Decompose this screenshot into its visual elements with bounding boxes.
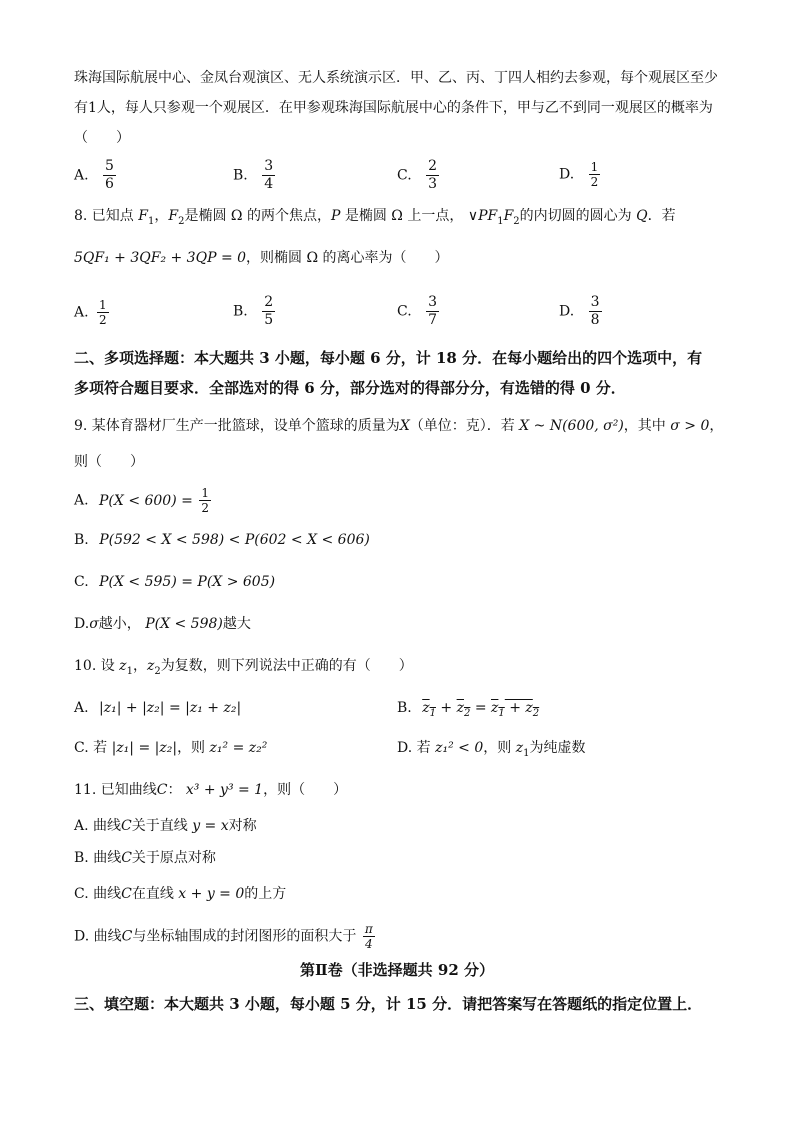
q7-option-c: C. $\frac{2}{3}$	[397, 158, 438, 192]
q11-stem: 11. 已知曲线C： x³ + y³ = 1，则（ ）	[74, 782, 348, 798]
q8-option-d: D. $\frac{3}{8}$	[559, 294, 600, 328]
q7-stem-line3: （ ）	[74, 130, 130, 146]
q10-option-a: A. |z₁| + |z₂| = |z₁ + z₂|	[74, 700, 242, 716]
q11-option-b: B. 曲线C关于原点对称	[74, 850, 216, 866]
q7-option-b: B. $\frac{3}{4}$	[233, 158, 274, 192]
q10-stem: 10. 设 $z_1$，$z_2$为复数，则下列说法中正确的有（ ）	[74, 658, 413, 677]
q9-option-a: A. P(X < 600) = $\frac{1}{2}$	[74, 486, 209, 515]
q8-vector-equation: 5QF₁ + 3QF₂ + 3QP = 0	[74, 250, 247, 266]
part-2-heading: 第Ⅱ卷（非选择题共 92 分）	[300, 961, 494, 979]
q11-option-a: A. 曲线C关于直线 y = x对称	[74, 818, 257, 834]
q8-stem-line2: 5QF₁ + 3QF₂ + 3QP = 0，则椭圆 Ω 的离心率为（ ）	[74, 250, 449, 266]
q8-option-a: A. $\frac{1}{2}$	[74, 298, 107, 327]
q9-option-b: B. P(592 < X < 598) < P(602 < X < 606)	[74, 532, 370, 548]
q7-stem-line2: 有1人，每人只参观一个观展区．在甲参观珠海国际航展中心的条件下，甲与乙不到同一观展区的概率为	[74, 100, 713, 116]
q7-stem-line1: 珠海国际航展中心、金凤台观演区、无人系统演示区．甲、乙、丙、丁四人相约去参观，每个观展区至少	[74, 70, 718, 86]
q10-option-c: C. 若 |z₁| = |z₂|，则 z₁² = z₂²	[74, 740, 268, 756]
q10-option-b: B. $z_1 + z_2 = z_1 + z_2$	[397, 700, 540, 719]
q9-stem-line1: 9. 某体育器材厂生产一批篮球，设单个篮球的质量为X（单位：克）．若 X ~ N(600, σ²)，其中 σ > 0，	[74, 418, 724, 434]
q8-stem-line1: 8. 已知点 $F_1$，$F_2$是椭圆 Ω 的两个焦点，P 是椭圆 Ω 上一点， $\vee PF_1F_2$的内切圆的圆心为 Q．若	[74, 208, 676, 227]
section-3-heading: 三、填空题：本大题共 3 小题，每小题 5 分，计 15 分．请把答案写在答题纸的指定位置上．	[74, 995, 703, 1013]
q9-stem-line2: 则（ ）	[74, 454, 144, 470]
q7-option-d: D. $\frac{1}{2}$	[559, 160, 599, 189]
q11-option-c: C. 曲线C在直线 x + y = 0的上方	[74, 886, 287, 902]
q7-option-a: A. $\frac{5}{6}$	[74, 158, 114, 192]
section-2-heading-line2: 多项符合题目要求．全部选对的得 6 分，部分选对的得部分分，有选错的得 0 分．	[74, 379, 626, 397]
q8-option-b: B. $\frac{2}{5}$	[233, 294, 274, 328]
q8-option-c: C. $\frac{3}{7}$	[397, 294, 438, 328]
q10-option-d: D. 若 z₁² < 0，则 $z_1$为纯虚数	[397, 740, 586, 759]
q11-option-d: D. 曲线C与坐标轴围成的封闭图形的面积大于 $\frac{\pi}{4}$	[74, 922, 373, 951]
section-2-heading-line1: 二、多项选择题：本大题共 3 小题，每小题 6 分，计 18 分．在每小题给出的四个选项中，有	[74, 349, 703, 367]
q9-option-c: C. P(X < 595) = P(X > 605)	[74, 574, 276, 590]
q9-option-d: D.σ越小， P(X < 598)越大	[74, 616, 251, 632]
